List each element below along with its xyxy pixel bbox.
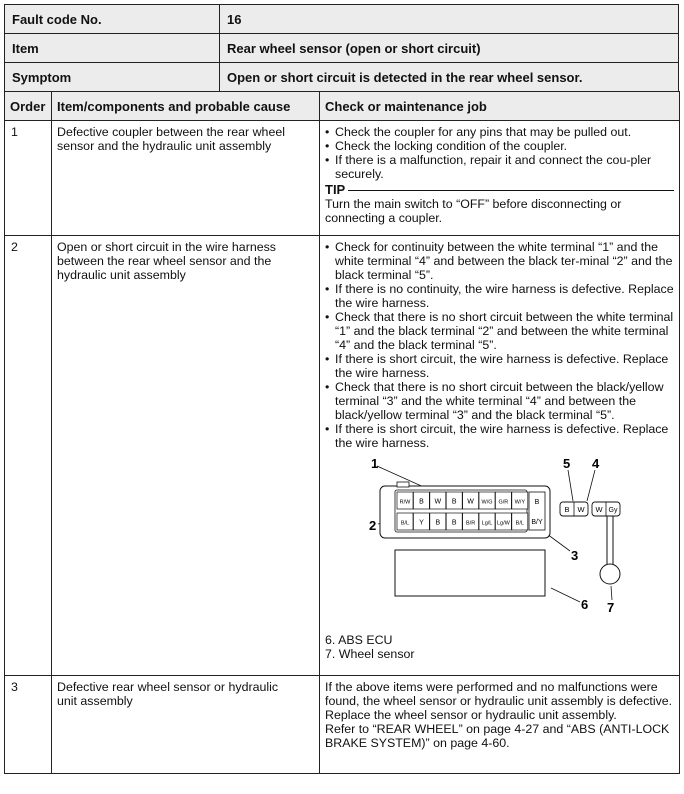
tip-label: TIP xyxy=(325,182,346,197)
row-job xyxy=(320,676,680,774)
ecu-terminal-row-bottom xyxy=(397,513,528,530)
ecu-terminal-label: G/R xyxy=(498,499,509,506)
row-cause xyxy=(52,236,320,676)
ecu-side-terminal-bottom: B/Y xyxy=(531,519,543,526)
column-header-cause: Item/components and probable cause xyxy=(52,92,320,121)
abs-ecu-body xyxy=(395,550,545,596)
job-bullet: • Check that there is no short circuit between the white terminal “1” and the black terminal “2” and between the white terminal “4” and the black terminal “5”. xyxy=(325,310,674,352)
job-bullet: • Check the locking condition of the coupler. xyxy=(325,139,674,153)
ecu-terminal-label: Lg/L xyxy=(481,520,493,527)
ecu-terminal-label: B/R xyxy=(466,520,476,527)
row-cause xyxy=(52,676,320,774)
job-bullet: • If there is a malfunction, repair it and connect the cou-pler securely. xyxy=(325,153,674,181)
row-job xyxy=(320,121,680,236)
sensor-socket-terminal-gy: Gy xyxy=(608,507,618,514)
wheel-sensor-icon xyxy=(600,564,620,584)
job-bullet: • Check for continuity between the white terminal “1” and the white terminal “4” and between the black ter-minal “2” and the black terminal “5”. xyxy=(325,240,674,282)
cause-line: Defective coupler between the rear wheel xyxy=(57,125,285,139)
troubleshooting-table xyxy=(4,91,680,774)
tip-heading xyxy=(325,183,674,197)
ecu-terminal-label: B xyxy=(419,498,424,506)
table-row xyxy=(5,676,680,774)
job-bullet: • Check the coupler for any pins that may be pulled out. xyxy=(325,125,674,139)
fault-header-table xyxy=(4,4,679,92)
callout-7: 7 xyxy=(607,600,615,615)
cause-line: unit assembly xyxy=(57,694,133,708)
fault-code-value: 16 xyxy=(220,5,679,34)
callout-6: 6 xyxy=(581,597,589,612)
ecu-terminal-label: B/L xyxy=(400,520,410,527)
ecu-terminal-label: W xyxy=(467,498,474,506)
table-row xyxy=(5,236,680,676)
item-label: Item xyxy=(5,34,220,63)
leader-line-3 xyxy=(547,534,570,551)
legend-item: 6. ABS ECU xyxy=(325,633,393,647)
sensor-plug-terminal-5: B xyxy=(564,505,570,514)
tip-rule xyxy=(348,190,674,191)
cause-line: Open or short circuit in the wire harness xyxy=(57,240,276,254)
job-bullet-list xyxy=(325,240,674,450)
job-bullet: • If there is short circuit, the wire harness is defective. Replace the wire harness. xyxy=(325,422,674,450)
ecu-terminal-label: W/Y xyxy=(514,499,525,506)
ecu-terminal-label: B/L xyxy=(515,520,524,527)
symptom-row xyxy=(5,63,679,92)
job-bullet: • If there is no continuity, the wire harness is defective. Replace the wire harness. xyxy=(325,282,674,310)
cause-line: between the rear wheel sensor and the xyxy=(57,254,272,268)
sensor-plug-terminal-4: W xyxy=(577,505,585,514)
table-row xyxy=(5,121,680,236)
fault-code-label: Fault code No. xyxy=(5,5,220,34)
row-order: 2 xyxy=(5,236,52,676)
ecu-terminal-row-top xyxy=(397,492,528,509)
job-bullet: • Check that there is no short circuit between the black/yellow terminal “3” and the white terminal “4” and between the black/yellow terminal “3” and the black terminal “5”. xyxy=(325,380,674,422)
ecu-terminal-label: W/G xyxy=(481,499,493,506)
row-job xyxy=(320,236,680,676)
symptom-label: Symptom xyxy=(5,63,220,92)
ecu-side-terminal-top: B xyxy=(534,499,540,506)
row-order: 1 xyxy=(5,121,52,236)
leader-line-6 xyxy=(551,588,580,602)
fault-code-row xyxy=(5,5,679,34)
column-header-row xyxy=(5,92,680,121)
cause-line: hydraulic unit assembly xyxy=(57,268,186,282)
connector-wiring-diagram xyxy=(325,456,625,626)
item-value: Rear wheel sensor (open or short circuit) xyxy=(220,34,679,63)
callout-5: 5 xyxy=(563,456,571,471)
job-text: If the above items were performed and no malfunctions were found, the wheel sensor or hydraulic unit assembly is defective. Replace the wheel sensor or hydraulic unit assembly. xyxy=(325,680,673,722)
callout-1: 1 xyxy=(371,456,379,471)
row-cause xyxy=(52,121,320,236)
sensor-socket-terminal-w: W xyxy=(595,505,603,514)
connector-lock-tab xyxy=(397,482,409,487)
ecu-terminal-label: B xyxy=(435,519,441,527)
job-bullet: • If there is short circuit, the wire harness is defective. Replace the wire harness. xyxy=(325,352,674,380)
ecu-terminal-label: B xyxy=(451,498,457,506)
job-reference: Refer to “REAR WHEEL” on page 4-27 and “ABS (ANTI-LOCK BRAKE SYSTEM)” on page 4-60. xyxy=(325,722,670,750)
cause-line: sensor and the hydraulic unit assembly xyxy=(57,139,272,153)
cause-line: Defective rear wheel sensor or hydraulic xyxy=(57,680,279,694)
callout-3: 3 xyxy=(571,548,579,563)
callout-2: 2 xyxy=(369,518,377,533)
leader-line-4 xyxy=(587,470,595,501)
job-bullet-list xyxy=(325,125,674,181)
ecu-terminal-label: B xyxy=(451,519,457,527)
row-order: 3 xyxy=(5,676,52,774)
symptom-value: Open or short circuit is detected in the rear wheel sensor. xyxy=(220,63,679,92)
column-header-job: Check or maintenance job xyxy=(320,92,680,121)
column-header-order: Order xyxy=(5,92,52,121)
leader-line-7 xyxy=(611,586,612,600)
tip-text: Turn the main switch to “OFF” before disconnecting or connecting a coupler. xyxy=(325,197,622,225)
fault-code-document xyxy=(4,4,679,774)
ecu-terminal-label: R/W xyxy=(399,499,411,506)
callout-4: 4 xyxy=(592,456,600,471)
item-row xyxy=(5,34,679,63)
leader-line-5 xyxy=(568,470,573,501)
legend-item: 7. Wheel sensor xyxy=(325,647,415,661)
ecu-terminal-label: Lg/W xyxy=(496,520,510,527)
diagram-legend xyxy=(325,633,674,661)
ecu-terminal-label: W xyxy=(434,498,442,506)
ecu-terminal-label: Y xyxy=(419,519,424,527)
